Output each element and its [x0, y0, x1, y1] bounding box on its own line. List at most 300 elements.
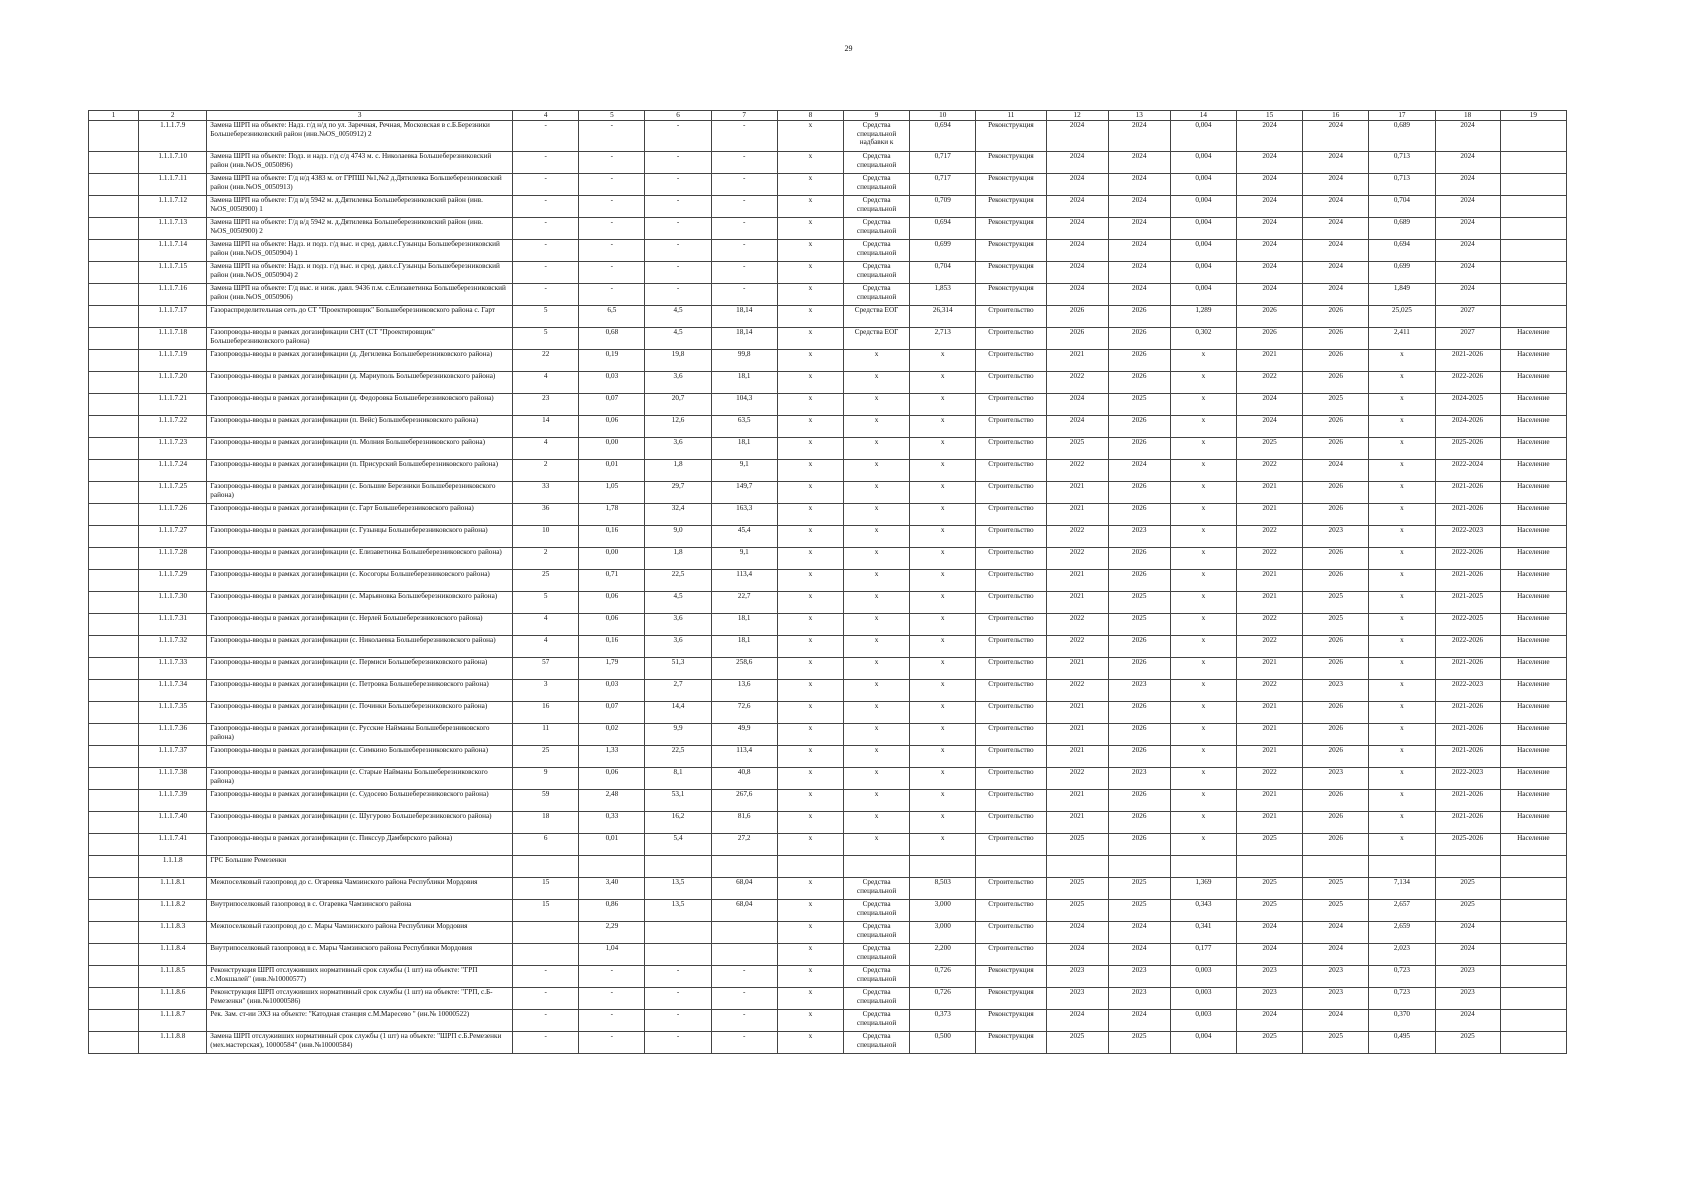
- table-cell: x: [910, 812, 976, 834]
- table-cell: 1,33: [579, 746, 645, 768]
- table-row: [89, 636, 1567, 658]
- table-cell: x: [910, 636, 976, 658]
- table-cell: x: [843, 482, 909, 504]
- table-cell: x: [1170, 438, 1236, 460]
- table-cell: x: [1170, 790, 1236, 812]
- table-cell: Средства специальной: [843, 284, 909, 306]
- header-cell: 11: [976, 111, 1046, 121]
- table-cell: Население: [1500, 526, 1566, 548]
- table-cell: -: [579, 1032, 645, 1054]
- table-cell: [89, 658, 139, 680]
- table-cell: x: [1170, 658, 1236, 680]
- table-cell: x: [777, 592, 843, 614]
- table-cell: 1.1.1.7.10: [139, 152, 207, 174]
- table-cell: 2021-2026: [1435, 702, 1500, 724]
- table-cell: Газопроводы-вводы в рамках догазификации (д. Федоровка Большеберезниковского района): [207, 394, 513, 416]
- table-cell: 2024: [1236, 284, 1302, 306]
- table-row: [89, 350, 1567, 372]
- table-cell: x: [910, 724, 976, 746]
- table-cell: 2025: [1108, 614, 1170, 636]
- table-cell: x: [910, 746, 976, 768]
- table-cell: 0,01: [579, 460, 645, 482]
- table-cell: Рек. Зам. ст-ии ЭХЗ на объекте: "Катодная станция с.М.Маресево " (ин.№ 10000522): [207, 1010, 513, 1032]
- table-cell: 2026: [1108, 548, 1170, 570]
- table-cell: [1303, 856, 1369, 878]
- table-cell: 2025: [1046, 834, 1108, 856]
- table-cell: Население: [1500, 328, 1566, 350]
- table-cell: 2022: [1046, 548, 1108, 570]
- table-cell: 1.1.1.7.31: [139, 614, 207, 636]
- table-cell: 1.1.1.7.12: [139, 196, 207, 218]
- header-cell: 9: [843, 111, 909, 121]
- table-cell: 2026: [1046, 328, 1108, 350]
- table-cell: 1.1.1.7.37: [139, 746, 207, 768]
- table-cell: x: [1369, 768, 1435, 790]
- table-cell: Средства ЕОГ: [843, 306, 909, 328]
- table-cell: x: [1170, 394, 1236, 416]
- table-cell: -: [645, 284, 711, 306]
- table-cell: 11: [513, 724, 579, 746]
- table-cell: 2021: [1236, 592, 1302, 614]
- table-cell: -: [579, 262, 645, 284]
- table-cell: 0,004: [1170, 262, 1236, 284]
- table-cell: Средства специальной: [843, 878, 909, 900]
- table-cell: [89, 548, 139, 570]
- table-row: [89, 768, 1567, 790]
- table-cell: 2024: [1303, 240, 1369, 262]
- table-cell: -: [579, 152, 645, 174]
- table-cell: Замена ШРП на объекте: Г/д в/д 5942 м. д.Дятилевка Большеберезниковский район (инв.№OS_0050900) 2: [207, 218, 513, 240]
- table-cell: 1.1.1.7.14: [139, 240, 207, 262]
- table-cell: [89, 988, 139, 1010]
- table-cell: 2: [513, 548, 579, 570]
- table-cell: Газопроводы-вводы в рамках догазификации (с. Пикссур Дамбирского района): [207, 834, 513, 856]
- table-cell: x: [1170, 768, 1236, 790]
- table-cell: Межпоселковый газопровод до с. Огаревка Чамзинского района Республики Мордовия: [207, 878, 513, 900]
- table-cell: 14: [513, 416, 579, 438]
- table-cell: 19,8: [645, 350, 711, 372]
- table-cell: 32,4: [645, 504, 711, 526]
- table-cell: 0,00: [579, 548, 645, 570]
- table-cell: x: [1369, 746, 1435, 768]
- table-cell: 7,134: [1369, 878, 1435, 900]
- table-row: [89, 746, 1567, 768]
- table-row: [89, 570, 1567, 592]
- table-cell: 1,78: [579, 504, 645, 526]
- table-cell: 2024: [1108, 1010, 1170, 1032]
- table-cell: 2023: [1303, 680, 1369, 702]
- table-cell: -: [645, 174, 711, 196]
- table-cell: Реконструкция ШРП отслуживших нормативный срок службы (1 шт) на объекте: "ГРП, с.Б-Ремезенки" (инв.№10000586): [207, 988, 513, 1010]
- table-cell: Газопроводы-вводы в рамках догазификации (с. Судосево Большеберезниковского района): [207, 790, 513, 812]
- table-row: [89, 856, 1567, 878]
- header-cell: 14: [1170, 111, 1236, 121]
- table-cell: 1.1.1.7.35: [139, 702, 207, 724]
- table-cell: 0,713: [1369, 174, 1435, 196]
- table-cell: 2025: [1303, 394, 1369, 416]
- table-cell: 113,4: [711, 746, 777, 768]
- table-cell: Строительство: [976, 812, 1046, 834]
- table-cell: Средства специальной: [843, 1032, 909, 1054]
- table-cell: x: [843, 526, 909, 548]
- table-cell: x: [910, 592, 976, 614]
- table-cell: 2022: [1046, 372, 1108, 394]
- table-cell: [89, 504, 139, 526]
- table-cell: 12,6: [645, 416, 711, 438]
- table-cell: 59: [513, 790, 579, 812]
- table-cell: x: [777, 614, 843, 636]
- table-cell: [1500, 284, 1566, 306]
- table-cell: 2024: [1046, 416, 1108, 438]
- register-table: [88, 110, 1567, 1054]
- table-cell: 2025: [1303, 878, 1369, 900]
- table-cell: Строительство: [976, 922, 1046, 944]
- table-cell: 2025: [1108, 592, 1170, 614]
- table-cell: 0,07: [579, 702, 645, 724]
- table-cell: x: [777, 218, 843, 240]
- table-cell: [1046, 856, 1108, 878]
- table-cell: Строительство: [976, 328, 1046, 350]
- table-cell: x: [1369, 504, 1435, 526]
- table-cell: 0,004: [1170, 196, 1236, 218]
- table-cell: 2023: [1046, 988, 1108, 1010]
- table-cell: x: [1369, 790, 1435, 812]
- table-cell: 2024: [1435, 262, 1500, 284]
- table-cell: [910, 856, 976, 878]
- table-cell: 2026: [1108, 416, 1170, 438]
- table-cell: 2024: [1303, 922, 1369, 944]
- table-cell: 0,694: [910, 121, 976, 152]
- table-cell: [89, 922, 139, 944]
- table-cell: [1236, 856, 1302, 878]
- table-cell: x: [777, 658, 843, 680]
- table-cell: x: [777, 438, 843, 460]
- table-cell: 10: [513, 526, 579, 548]
- table-cell: 2021-2026: [1435, 504, 1500, 526]
- table-cell: 0,33: [579, 812, 645, 834]
- table-cell: x: [910, 570, 976, 592]
- table-cell: x: [843, 548, 909, 570]
- table-cell: 2024: [1108, 174, 1170, 196]
- table-cell: -: [711, 988, 777, 1010]
- table-row: [89, 592, 1567, 614]
- table-cell: 2025: [1046, 878, 1108, 900]
- table-cell: 25: [513, 570, 579, 592]
- table-cell: [89, 152, 139, 174]
- table-cell: Средства специальной: [843, 944, 909, 966]
- table-cell: 1.1.1.7.29: [139, 570, 207, 592]
- table-cell: 5,4: [645, 834, 711, 856]
- table-cell: [89, 262, 139, 284]
- table-cell: 2024: [1108, 262, 1170, 284]
- table-cell: x: [843, 724, 909, 746]
- table-row: [89, 174, 1567, 196]
- table-cell: 2024: [1236, 922, 1302, 944]
- table-cell: -: [711, 1032, 777, 1054]
- table-cell: 1.1.1.7.28: [139, 548, 207, 570]
- table-cell: 16,2: [645, 812, 711, 834]
- table-cell: 0,370: [1369, 1010, 1435, 1032]
- table-cell: x: [1170, 526, 1236, 548]
- table-cell: 2021-2026: [1435, 482, 1500, 504]
- table-cell: Строительство: [976, 548, 1046, 570]
- table-cell: Средства специальной: [843, 152, 909, 174]
- table-cell: -: [645, 262, 711, 284]
- table-cell: 2026: [1108, 504, 1170, 526]
- table-cell: 2026: [1108, 438, 1170, 460]
- header-cell: 7: [711, 111, 777, 121]
- table-cell: 2024: [1108, 218, 1170, 240]
- table-cell: -: [513, 988, 579, 1010]
- table-cell: 2024: [1303, 196, 1369, 218]
- table-row: [89, 614, 1567, 636]
- table-cell: 0,302: [1170, 328, 1236, 350]
- table-cell: 2024: [1236, 944, 1302, 966]
- table-cell: 2023: [1046, 966, 1108, 988]
- table-cell: 2026: [1303, 504, 1369, 526]
- table-cell: Население: [1500, 680, 1566, 702]
- table-cell: 2024: [1303, 218, 1369, 240]
- table-cell: 2024: [1236, 218, 1302, 240]
- table-cell: Население: [1500, 394, 1566, 416]
- table-cell: 0,341: [1170, 922, 1236, 944]
- table-row: [89, 1010, 1567, 1032]
- table-cell: [1500, 218, 1566, 240]
- table-cell: 2022-2023: [1435, 526, 1500, 548]
- table-cell: Реконструкция ШРП отслуживших нормативный срок службы (1 шт) на объекте: "ГРП с.Мокшалей" (инв.№10000577): [207, 966, 513, 988]
- table-cell: [89, 526, 139, 548]
- table-cell: Газопроводы-вводы в рамках догазификации (с. Нерлей Большеберезниковского района): [207, 614, 513, 636]
- table-cell: x: [777, 922, 843, 944]
- table-cell: 2024-2025: [1435, 394, 1500, 416]
- table-cell: 0,704: [910, 262, 976, 284]
- table-cell: x: [777, 262, 843, 284]
- table-cell: Строительство: [976, 680, 1046, 702]
- table-cell: [513, 922, 579, 944]
- table-cell: 14,4: [645, 702, 711, 724]
- table-cell: Средства специальной: [843, 900, 909, 922]
- table-cell: x: [777, 504, 843, 526]
- table-cell: 2026: [1303, 702, 1369, 724]
- table-row: [89, 121, 1567, 152]
- table-cell: -: [579, 988, 645, 1010]
- table-cell: Население: [1500, 416, 1566, 438]
- table-cell: x: [1170, 636, 1236, 658]
- table-cell: 2021: [1236, 724, 1302, 746]
- table-cell: 2021-2026: [1435, 350, 1500, 372]
- table-cell: x: [843, 812, 909, 834]
- table-cell: 0,68: [579, 328, 645, 350]
- table-cell: Население: [1500, 460, 1566, 482]
- table-cell: [1500, 988, 1566, 1010]
- table-cell: Средства специальной: [843, 174, 909, 196]
- table-cell: 2021: [1236, 702, 1302, 724]
- table-cell: Реконструкция: [976, 218, 1046, 240]
- table-cell: 3: [513, 680, 579, 702]
- table-cell: 267,6: [711, 790, 777, 812]
- table-cell: x: [910, 504, 976, 526]
- table-cell: 29,7: [645, 482, 711, 504]
- table-cell: 1.1.1.7.13: [139, 218, 207, 240]
- table-cell: 4,5: [645, 306, 711, 328]
- table-cell: x: [1170, 504, 1236, 526]
- table-cell: 0,06: [579, 768, 645, 790]
- table-cell: Газопроводы-вводы в рамках догазификации (с. Старые Найманы Большеберезниковского района): [207, 768, 513, 790]
- table-cell: [89, 196, 139, 218]
- table-cell: -: [513, 1010, 579, 1032]
- table-cell: x: [843, 438, 909, 460]
- table-cell: Строительство: [976, 878, 1046, 900]
- table-cell: 2021-2026: [1435, 790, 1500, 812]
- table-cell: 2024: [1435, 284, 1500, 306]
- table-cell: x: [843, 614, 909, 636]
- table-cell: [1500, 306, 1566, 328]
- table-cell: 1,369: [1170, 878, 1236, 900]
- table-cell: x: [1170, 548, 1236, 570]
- table-cell: x: [1369, 438, 1435, 460]
- table-cell: 2021: [1236, 790, 1302, 812]
- table-cell: x: [1369, 526, 1435, 548]
- table-cell: 5: [513, 306, 579, 328]
- table-row: [89, 284, 1567, 306]
- table-cell: Средства специальной: [843, 966, 909, 988]
- table-cell: 2025: [1046, 900, 1108, 922]
- table-cell: 20,7: [645, 394, 711, 416]
- table-cell: 2024: [1435, 1010, 1500, 1032]
- table-cell: 2026: [1108, 658, 1170, 680]
- table-cell: 9,0: [645, 526, 711, 548]
- table-cell: -: [711, 240, 777, 262]
- table-cell: 4,5: [645, 328, 711, 350]
- table-cell: 3,40: [579, 878, 645, 900]
- table-cell: x: [1170, 482, 1236, 504]
- table-cell: 99,8: [711, 350, 777, 372]
- table-cell: x: [1369, 702, 1435, 724]
- table-cell: 2,29: [579, 922, 645, 944]
- table-cell: 2021-2025: [1435, 592, 1500, 614]
- table-cell: 0,06: [579, 416, 645, 438]
- table-cell: x: [777, 944, 843, 966]
- table-cell: 1,79: [579, 658, 645, 680]
- table-cell: -: [513, 218, 579, 240]
- table-cell: -: [579, 240, 645, 262]
- table-cell: 13,5: [645, 900, 711, 922]
- table-cell: [89, 856, 139, 878]
- table-row: [89, 262, 1567, 284]
- table-cell: 2022: [1046, 526, 1108, 548]
- table-cell: 81,6: [711, 812, 777, 834]
- table-cell: x: [777, 1032, 843, 1054]
- table-cell: Газопроводы-вводы в рамках догазификации (п. Молния Большеберезниковского района): [207, 438, 513, 460]
- table-row: [89, 218, 1567, 240]
- table-cell: 18,1: [711, 372, 777, 394]
- table-cell: 1.1.1.7.40: [139, 812, 207, 834]
- table-cell: x: [777, 878, 843, 900]
- table-cell: x: [777, 746, 843, 768]
- table-cell: x: [1369, 636, 1435, 658]
- table-cell: Население: [1500, 724, 1566, 746]
- table-cell: Население: [1500, 658, 1566, 680]
- table-cell: 2024: [1303, 262, 1369, 284]
- table-row: [89, 438, 1567, 460]
- table-row: [89, 944, 1567, 966]
- table-cell: x: [777, 790, 843, 812]
- table-cell: 2021: [1046, 504, 1108, 526]
- header-cell: 2: [139, 111, 207, 121]
- table-row: [89, 658, 1567, 680]
- table-cell: 2023: [1108, 966, 1170, 988]
- table-cell: 2024: [1046, 152, 1108, 174]
- table-cell: 1.1.1.7.32: [139, 636, 207, 658]
- table-cell: Реконструкция: [976, 966, 1046, 988]
- table-cell: Газопроводы-вводы в рамках догазификации (д. Мариуполь Большеберезниковского района): [207, 372, 513, 394]
- table-cell: Реконструкция: [976, 1010, 1046, 1032]
- table-cell: x: [843, 350, 909, 372]
- table-cell: 2021: [1046, 570, 1108, 592]
- table-cell: 2026: [1303, 570, 1369, 592]
- table-cell: 2024: [1108, 922, 1170, 944]
- table-cell: 2023: [1435, 988, 1500, 1010]
- table-cell: 2025: [1435, 900, 1500, 922]
- table-row: [89, 306, 1567, 328]
- table-cell: Газопроводы-вводы в рамках догазификации (с. Петровка Большеберезниковского района): [207, 680, 513, 702]
- table-cell: 2024: [1046, 262, 1108, 284]
- table-cell: 2024: [1108, 944, 1170, 966]
- table-cell: 2024: [1046, 174, 1108, 196]
- table-cell: Население: [1500, 834, 1566, 856]
- table-cell: 1.1.1.8: [139, 856, 207, 878]
- table-cell: Строительство: [976, 724, 1046, 746]
- table-cell: Замена ШРП на объекте: Надз. и подз. г/д выс. и сред. давл.с.Гузынцы Большеберезниковский район (инв.№OS_0050904) 1: [207, 240, 513, 262]
- table-cell: 36: [513, 504, 579, 526]
- table-cell: 2024: [1046, 944, 1108, 966]
- table-cell: 2027: [1435, 306, 1500, 328]
- header-cell: 6: [645, 111, 711, 121]
- table-cell: 13,5: [645, 878, 711, 900]
- table-cell: 2024: [1046, 394, 1108, 416]
- table-cell: 2026: [1303, 328, 1369, 350]
- table-cell: 1.1.1.7.39: [139, 790, 207, 812]
- table-cell: 0,699: [910, 240, 976, 262]
- table-cell: -: [513, 240, 579, 262]
- table-cell: x: [1369, 416, 1435, 438]
- table-cell: Газопроводы-вводы в рамках догазификации (с. Починки Большеберезниковского района): [207, 702, 513, 724]
- table-cell: x: [777, 174, 843, 196]
- table-cell: 2021-2026: [1435, 746, 1500, 768]
- table-cell: 2024: [1236, 394, 1302, 416]
- table-cell: x: [843, 768, 909, 790]
- table-cell: 0,004: [1170, 152, 1236, 174]
- table-cell: 2023: [1108, 526, 1170, 548]
- table-cell: -: [579, 218, 645, 240]
- table-cell: 2022: [1236, 768, 1302, 790]
- table-cell: 2021: [1046, 592, 1108, 614]
- table-cell: [1500, 878, 1566, 900]
- table-cell: -: [711, 152, 777, 174]
- table-cell: [89, 834, 139, 856]
- table-cell: 0,004: [1170, 218, 1236, 240]
- table-cell: 2025-2026: [1435, 438, 1500, 460]
- table-cell: 53,1: [645, 790, 711, 812]
- header-cell: 15: [1236, 111, 1302, 121]
- table-cell: 3,000: [910, 922, 976, 944]
- table-cell: 2021: [1046, 702, 1108, 724]
- table-cell: 2026: [1108, 746, 1170, 768]
- table-cell: 2,200: [910, 944, 976, 966]
- table-cell: Замена ШРП на объекте: Надз. и подз. г/д выс. и сред. давл.с.Гузынцы Большеберезниковский район (инв.№OS_0050904) 2: [207, 262, 513, 284]
- table-row: [89, 812, 1567, 834]
- table-cell: 2025: [1236, 900, 1302, 922]
